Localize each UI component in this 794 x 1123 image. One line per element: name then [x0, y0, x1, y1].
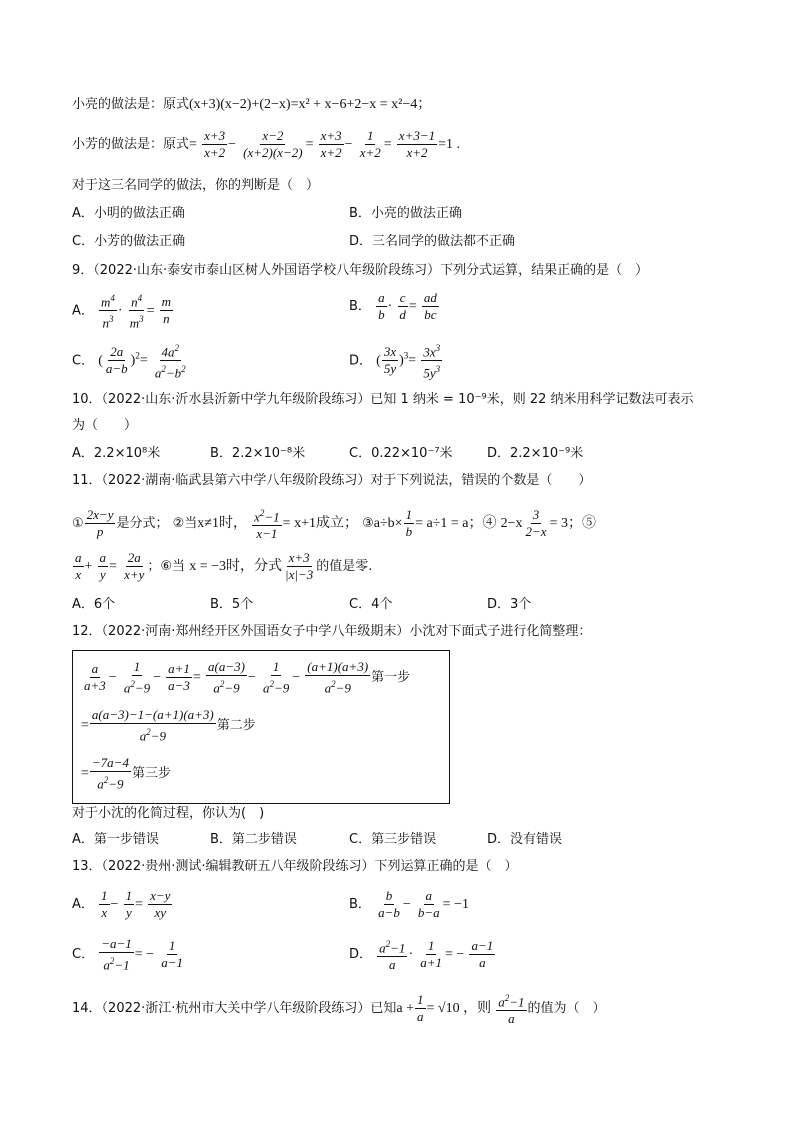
- question-10-cont: 为（ ）: [72, 418, 138, 433]
- question-12: 12．（2022·河南·郑州经开区外国语女子中学八年级期末）小沈对下面式子进行化简整理：: [72, 624, 592, 639]
- question-text: 对于这三名同学的做法，你的判断是（ ）: [72, 178, 320, 193]
- option-c[interactable]: C．第三步错误: [349, 832, 437, 847]
- option-a[interactable]: A．第一步错误: [72, 832, 159, 847]
- fraction: $\frac{x+3}{x+2}$: [204, 128, 226, 160]
- fraction: $\frac{x+3-1}{x+2}$: [398, 128, 436, 160]
- option-a[interactable]: A．6个: [72, 597, 116, 612]
- option-d[interactable]: D．三名同学的做法都不正确: [349, 234, 516, 249]
- option-a[interactable]: A． $\frac{1}{x}$ − $\frac{1}{y}$ = $\frac{x-y}{xy}$: [72, 888, 171, 920]
- xiaofang-line: 小芳的做法是：原式= $\frac{x+3}{x+2}$ − $\frac{x-2}{(x+2)(x-2)}$ = $\frac{x+3}{x+2}$ − $\frac{1}{x+2}$ = $\frac{x+3-1}{x+2}$ =1 .: [72, 128, 461, 160]
- option-b[interactable]: B．5个: [210, 597, 254, 612]
- question-9: 9．（2022·山东·泰安市泰山区树人外国语学校八年级阶段练习）下列分式运算，结果正确的是（ ）: [72, 263, 649, 278]
- option-c[interactable]: C．0.22×10⁻⁷米: [349, 446, 453, 461]
- question-11: 11．（2022·湖南·临武县第六中学八年级阶段练习）对于下列说法，错误的个数是（ ）: [72, 473, 592, 488]
- question-10: 10．（2022·山东·沂水县沂新中学九年级阶段练习）已知 1 纳米 = 10⁻⁹米，则 22 纳米用科学记数法可表示: [72, 392, 694, 407]
- option-d[interactable]: D． ( $\frac{3x}{5y}$ )$^3$= $\frac{3x^3}{5y^3}$: [349, 340, 443, 382]
- option-d[interactable]: D． $\frac{a^2-1}{a}$ · $\frac{1}{a+1}$ = − $\frac{a-1}{a}$: [349, 936, 496, 973]
- option-b[interactable]: B． $\frac{b}{a-b}$ − $\frac{a}{b-a}$ = −1: [349, 888, 469, 920]
- option-d[interactable]: D．3个: [487, 597, 532, 612]
- xiaoliang-line: 小亮的做法是：原式(x+3)(x−2)+(2−x)=x² + x−6+2−x = x²−4；: [72, 97, 432, 112]
- step-label: 第一步: [371, 670, 411, 686]
- simplification-box: $\frac{a}{a+3}$ − $\frac{1}{a^2-9}$ − $\frac{a+1}{a-3}$ = $\frac{a(a-3)}{a^2-9}$ − $\frac{1}{a^2-9}$ − $\frac{(a+1)(a+3)}{a^2-9}$ 第一步 = $\frac{a(a-3)-1-(a+1)(a+3)}{a^2-9}$ 第二步 = $\frac{-7a-4}{a^2-9}$ 第三步: [72, 650, 450, 804]
- option-c[interactable]: C． ( $\frac{2a}{a-b}$ )$^2$= $\frac{4a^2}{a^2-b^2}$: [72, 340, 189, 382]
- question-14: 14．（2022·浙江·杭州市大关中学八年级阶段练习）已知a + $\frac{1}{a}$ = √10 ，则 $\frac{a^2-1}{a}$ 的值为（ ）: [72, 990, 606, 1027]
- option-d[interactable]: D．2.2×10⁻⁹米: [487, 446, 584, 461]
- option-c[interactable]: C．4个: [349, 597, 393, 612]
- option-a[interactable]: A． $\frac{m^4}{n^3}$ · $\frac{n^4}{m^3}$ = $\frac{m}{n}$: [72, 290, 174, 332]
- option-d[interactable]: D．没有错误: [487, 832, 563, 847]
- question-13: 13．（2022·贵州·测试·编辑教研五八年级阶段练习）下列运算正确的是（ ）: [72, 859, 518, 874]
- fraction: $\frac{x+3}{x+2}$: [320, 128, 342, 160]
- question-11-items: ① $\frac{2x-y}{p}$ 是分式； ②当x≠1时， $\frac{x^2-1}{x-1}$ = x+1成立； ③a÷b× $\frac{1}{b}$ = a÷1 = a；④ 2−x $\frac{3}{2-x}$ = 3；⑤: [72, 505, 596, 542]
- option-b[interactable]: B． $\frac{a}{b}$ · $\frac{c}{d}$ = $\frac{ad}{bc}$: [349, 290, 437, 322]
- step-label: 第二步: [216, 718, 256, 734]
- xiaoliang-expr: (x+3)(x−2)+(2−x)=x² + x−6+2−x = x²−4；: [189, 97, 432, 112]
- question-12-ask: 对于小沈的化简过程，你认为( ): [72, 806, 265, 821]
- option-a[interactable]: A．小明的做法正确: [72, 206, 185, 221]
- option-b[interactable]: B．2.2×10⁻⁸米: [210, 446, 306, 461]
- option-c[interactable]: C．小芳的做法正确: [72, 234, 186, 249]
- option-b[interactable]: B．小亮的做法正确: [349, 206, 462, 221]
- option-b[interactable]: B．第二步错误: [210, 832, 297, 847]
- question-11-items-2: $\frac{a}{x}$ + $\frac{a}{y}$ = $\frac{2a}{x+y}$ ；⑥当 x = −3时，分式 $\frac{x+3}{|x|-3}$ 的值是零.: [75, 550, 373, 582]
- step-label: 第三步: [131, 766, 171, 782]
- option-a[interactable]: A．2.2×10⁸米: [72, 446, 161, 461]
- option-c[interactable]: C． $\frac{-a-1}{a^2-1}$ = − $\frac{1}{a-1}$: [72, 936, 183, 973]
- fraction: $\frac{1}{x+2}$: [359, 128, 381, 160]
- fraction: $\frac{x-2}{(x+2)(x-2)}$: [243, 128, 303, 160]
